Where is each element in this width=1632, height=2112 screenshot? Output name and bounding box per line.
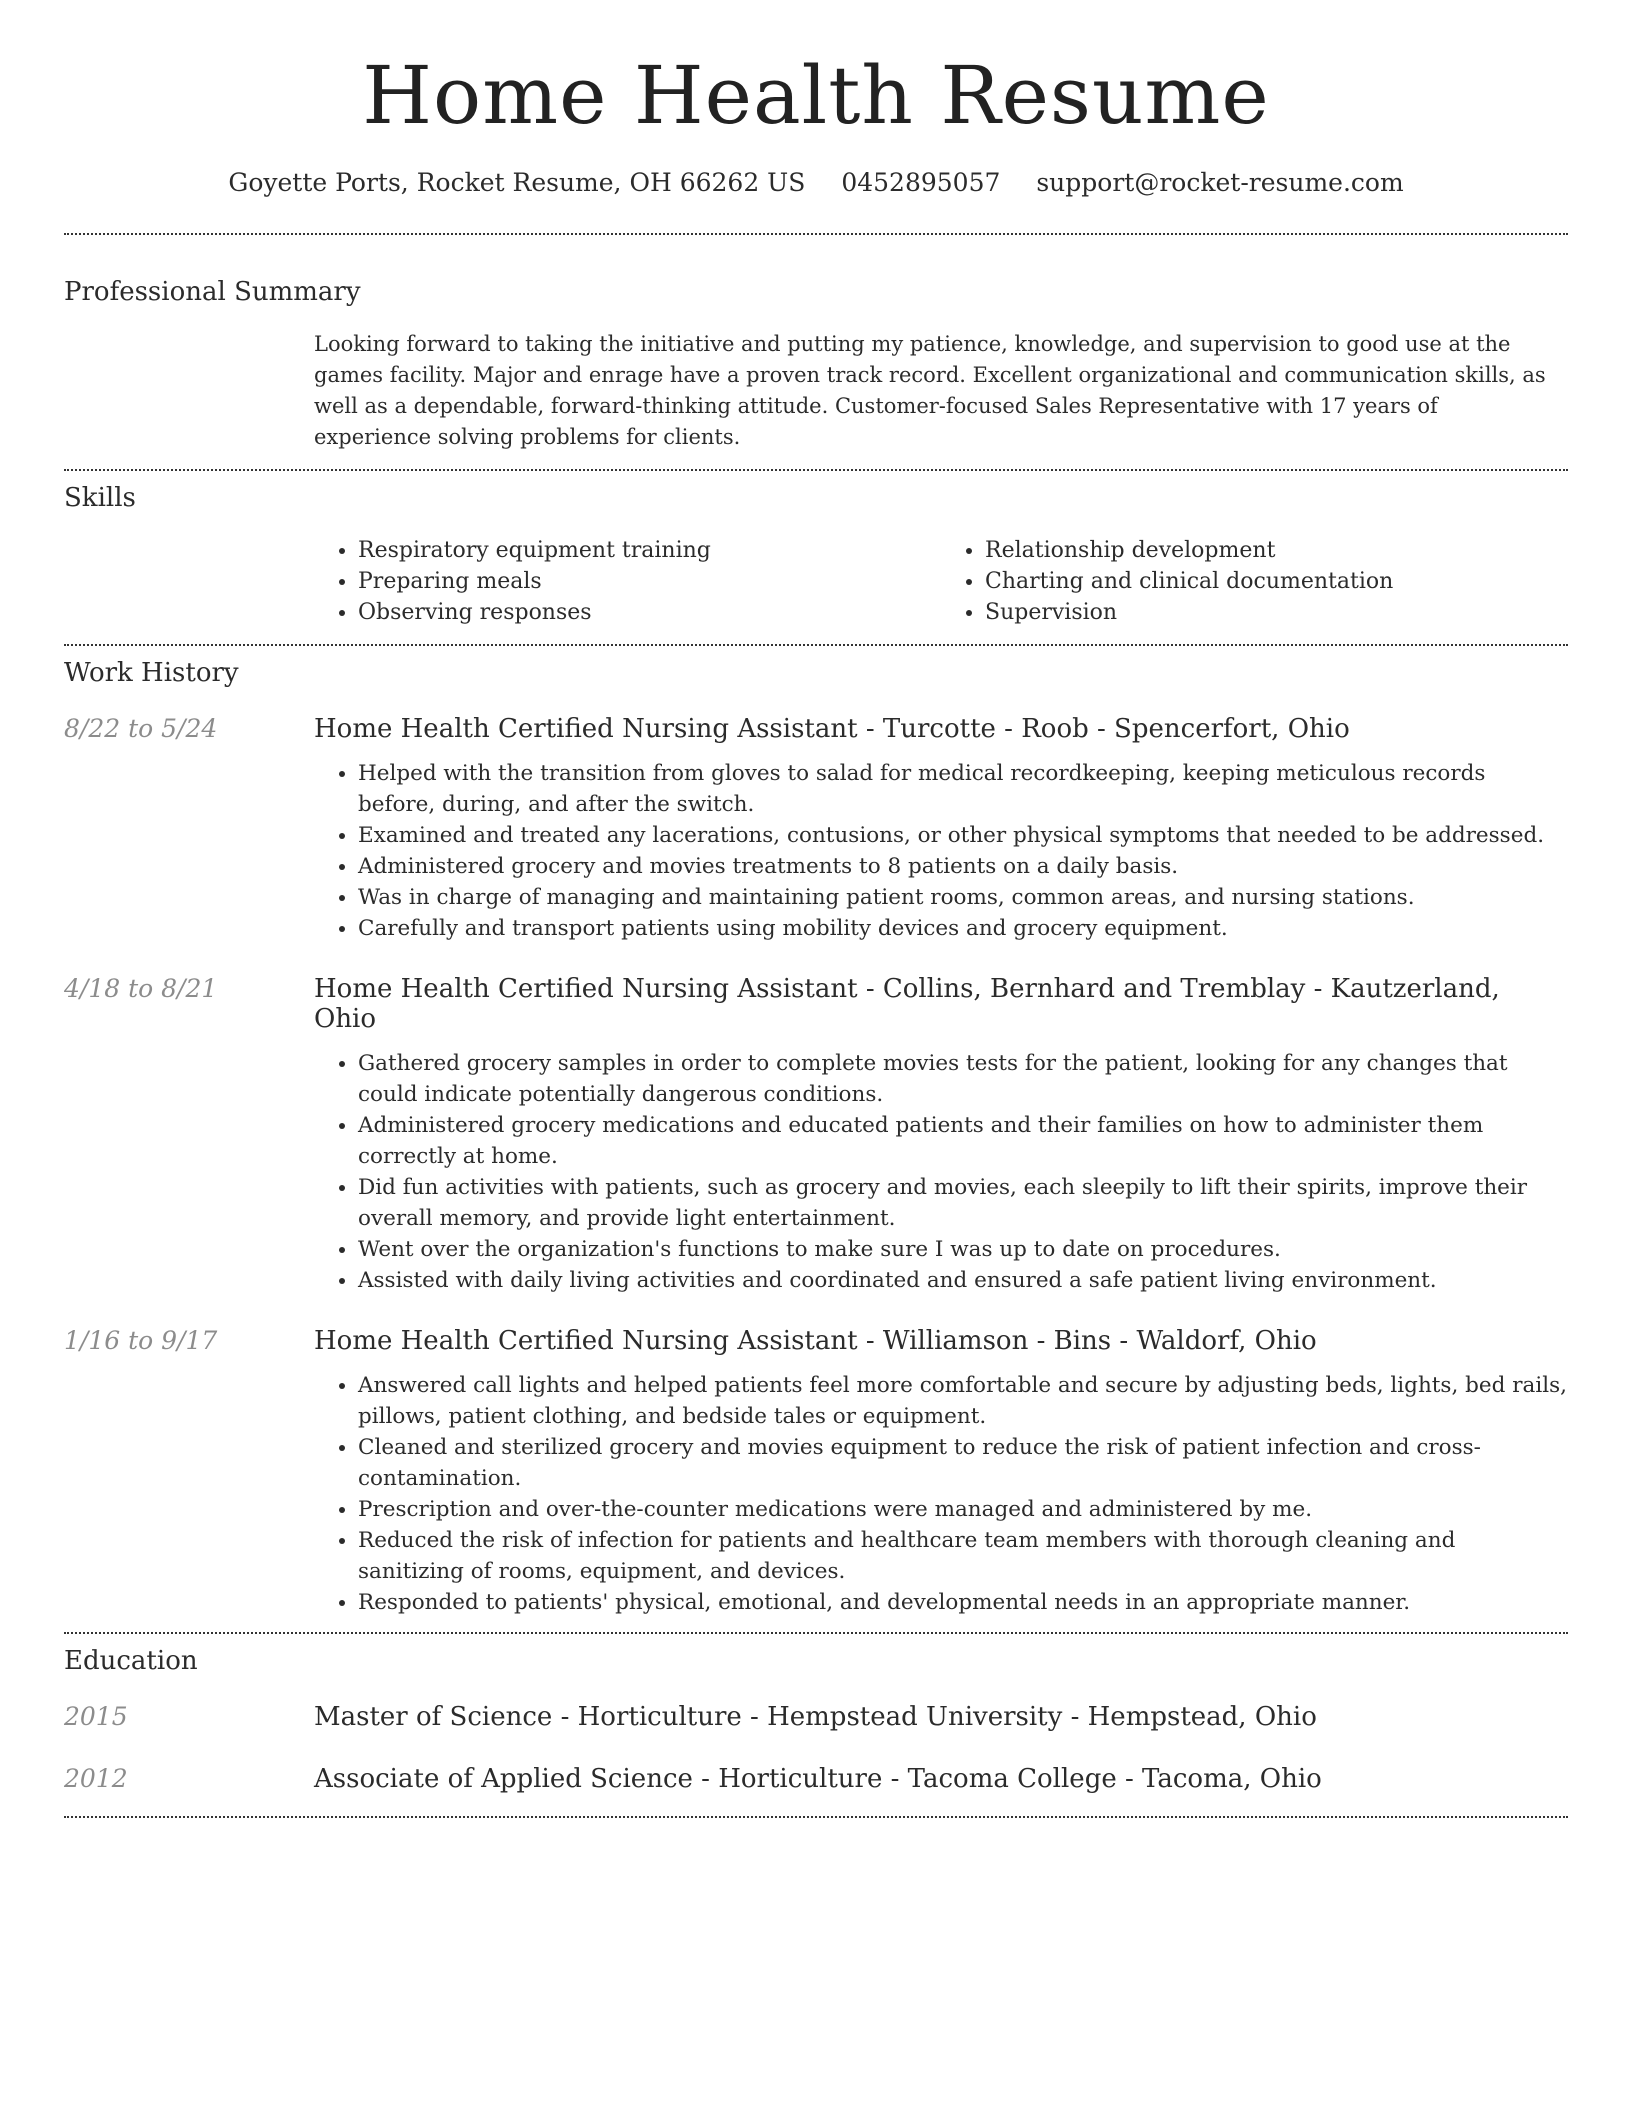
- job-bullet: • Carefully and transport patients using mobility devices and grocery equipment.: [358, 913, 1568, 944]
- education-entry: [64, 1764, 1568, 1794]
- skill-item: • Respiratory equipment training: [358, 535, 941, 566]
- contact-line: [64, 168, 1568, 197]
- job-bullet: • Administered grocery medications and educated patients and their families on how to administer them correctly at home.: [358, 1110, 1568, 1172]
- education-section: [64, 1634, 1568, 1794]
- education-degree: Master of Science - Horticulture: [314, 1702, 742, 1732]
- skills-list-left: [314, 535, 941, 628]
- job-bullet: • Examined and treated any lacerations, contusions, or other physical symptoms that needed to be addressed.: [358, 820, 1568, 851]
- job-bullet: • Gathered grocery samples in order to complete movies tests for the patient, looking for any changes that could indicate potentially dangerous conditions.: [358, 1048, 1568, 1110]
- skill-item: • Supervision: [985, 597, 1568, 628]
- summary-text: Looking forward to taking the initiative and putting my patience, knowledge, and supervision to good use at the games facility. Major and enrage have a proven track record. Excellent organizational and communication skills, as well as a dependable, forward-thinking attitude. Customer-focused Sales Representative with 17 years of experience solving problems for clients.: [314, 332, 1546, 449]
- work-entry: [64, 1326, 1568, 1618]
- education-school: - Hempstead University - Hempstead, Ohio: [741, 1702, 1317, 1732]
- job-dates: 4/18 to 8/21: [64, 974, 218, 1003]
- work-section: [64, 646, 1568, 1618]
- education-degree: Associate of Applied Science - Horticulture: [314, 1764, 883, 1794]
- education-year: 2012: [64, 1764, 128, 1793]
- job-bullet: • Reduced the risk of infection for patients and healthcare team members with thorough cleaning and sanitizing of rooms, equipment, and devices.: [358, 1525, 1568, 1587]
- job-bullet: • Administered grocery and movies treatments to 8 patients on a daily basis.: [358, 851, 1568, 882]
- job-bullet: • Helped with the transition from gloves to salad for medical recordkeeping, keeping meticulous records before, during, and after the switch.: [358, 758, 1568, 820]
- resume-page: [64, 0, 1568, 1818]
- job-bullet: • Cleaned and sterilized grocery and movies equipment to reduce the risk of patient infection and cross-contamination.: [358, 1432, 1568, 1494]
- summary-heading: Professional Summary: [64, 277, 361, 307]
- job-bullet: • Did fun activities with patients, such as grocery and movies, each sleepily to lift their spirits, improve their overall memory, and provide light entertainment.: [358, 1172, 1568, 1234]
- education-entry: [64, 1702, 1568, 1732]
- job-dates: 8/22 to 5/24: [64, 714, 218, 743]
- education-school: - Tacoma College - Tacoma, Ohio: [882, 1764, 1322, 1794]
- job-title: Home Health Certified Nursing Assistant - Williamson - Bins - Waldorf, Ohio: [314, 1326, 1317, 1356]
- work-entry: [64, 974, 1568, 1296]
- job-dates: 1/16 to 9/17: [64, 1326, 218, 1355]
- education-title: [314, 1702, 1568, 1732]
- contact-address: Goyette Ports, Rocket Resume, OH 66262 US: [228, 168, 806, 197]
- education-title: [314, 1764, 1568, 1794]
- job-bullets: [314, 758, 1568, 944]
- page-title: Home Health Resume: [362, 49, 1270, 142]
- job-bullets: [314, 1048, 1568, 1296]
- divider: [64, 1816, 1568, 1818]
- contact-phone: 0452895057: [841, 168, 1001, 197]
- job-bullet: • Was in charge of managing and maintaining patient rooms, common areas, and nursing stations.: [358, 882, 1568, 913]
- job-bullet: • Assisted with daily living activities and coordinated and ensured a safe patient living environment.: [358, 1265, 1568, 1296]
- contact-email: support@rocket-resume.com: [1036, 168, 1404, 197]
- skill-item: • Preparing meals: [358, 566, 941, 597]
- job-bullet: • Prescription and over-the-counter medications were managed and administered by me.: [358, 1494, 1568, 1525]
- skills-list-right: [941, 535, 1568, 628]
- job-bullet: • Responded to patients' physical, emotional, and developmental needs in an appropriate manner.: [358, 1587, 1568, 1618]
- education-heading: Education: [64, 1646, 198, 1676]
- education-year: 2015: [64, 1702, 128, 1731]
- work-entry: [64, 714, 1568, 944]
- job-title: Home Health Certified Nursing Assistant - Turcotte - Roob - Spencerfort, Ohio: [314, 714, 1350, 744]
- job-bullet: • Answered call lights and helped patients feel more comfortable and secure by adjusting beds, lights, bed rails, pillows, patient clothing, and bedside tales or equipment.: [358, 1370, 1568, 1432]
- skills-section: [64, 471, 1568, 628]
- skill-item: • Observing responses: [358, 597, 941, 628]
- skill-item: • Charting and clinical documentation: [985, 566, 1568, 597]
- job-title: Home Health Certified Nursing Assistant - Collins, Bernhard and Tremblay - Kautzerland, Ohio: [314, 974, 1500, 1034]
- job-bullet: • Went over the organization's functions to make sure I was up to date on procedures.: [358, 1234, 1568, 1265]
- summary-section: [64, 235, 1568, 453]
- skill-item: • Relationship development: [985, 535, 1568, 566]
- skills-heading: Skills: [64, 483, 136, 513]
- job-bullets: [314, 1370, 1568, 1618]
- work-heading: Work History: [64, 658, 239, 688]
